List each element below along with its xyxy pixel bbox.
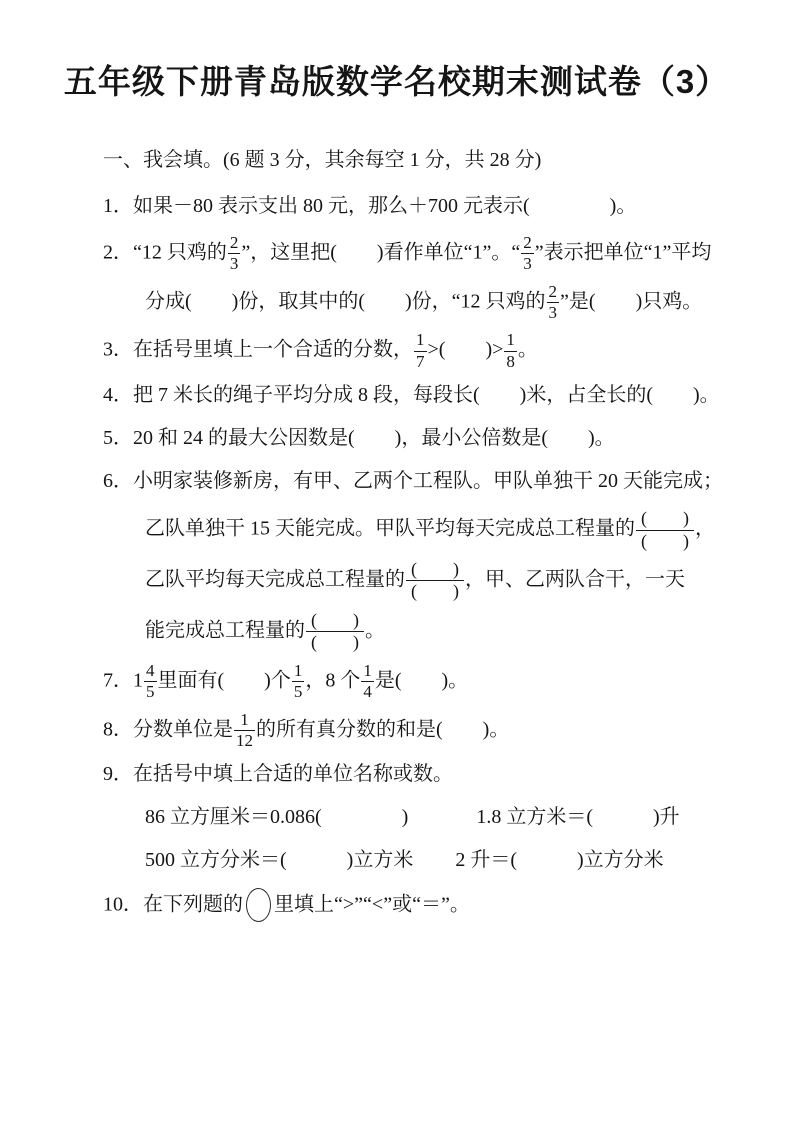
section-heading: 一、我会填。(6 题 3 分，其余每空 1 分，共 28 分) bbox=[103, 149, 542, 171]
question-9-line bbox=[103, 802, 735, 833]
fraction: $\frac{1}{4}$ bbox=[363, 660, 372, 702]
question-text: ”是( )只鸡。 bbox=[560, 290, 703, 313]
fraction: $\frac{1}{8}$ bbox=[506, 330, 515, 371]
question-3-line bbox=[103, 331, 735, 371]
question-text: 。 bbox=[365, 619, 385, 642]
question-text: 分成( )份，取其中的( )份，“12 只鸡的 bbox=[145, 290, 546, 313]
question-text: 6．小明家装修新房，有甲、乙两个工程队。甲队单独干 20 天能完成； bbox=[103, 470, 723, 493]
question-text: 。 bbox=[517, 338, 538, 361]
fraction: $\frac{2}{3}$ bbox=[548, 281, 558, 323]
fraction: $\frac{2}{3}$ bbox=[523, 233, 532, 274]
question-text: 1．如果－80 表示支出 80 元，那么＋700 元表示( )。 bbox=[103, 195, 637, 217]
fraction: $\frac{2}{3}$ bbox=[229, 233, 239, 274]
question-9-line bbox=[103, 845, 735, 876]
question-text: 2．“12 只鸡的 bbox=[103, 241, 227, 264]
question-text: 里填上“>”“<”或“＝”。 bbox=[274, 893, 470, 916]
column-gap bbox=[413, 865, 455, 866]
question-text: 9．在括号中填上合适的单位名称或数。 bbox=[103, 763, 453, 786]
question-text: 乙队单独干 15 天能完成。甲队平均每天完成总工程量的 bbox=[145, 517, 635, 540]
compare-circle-shape bbox=[246, 888, 271, 922]
question-10-line bbox=[103, 888, 735, 924]
question-text: 7．1 bbox=[103, 669, 143, 692]
question-text: ，8 个 bbox=[305, 669, 361, 692]
question-text: 里面有( )个 bbox=[157, 669, 291, 692]
fraction: $\frac{1}{5}$ bbox=[293, 660, 303, 702]
question-text: 3．在括号里填上一个合适的分数， bbox=[103, 338, 413, 361]
question-9-line bbox=[103, 759, 735, 790]
question-6-line bbox=[103, 611, 735, 653]
question-text: 1.8 立方米＝( )升 bbox=[476, 806, 680, 829]
question-4-line bbox=[103, 380, 735, 411]
question-2-line bbox=[103, 283, 735, 323]
question-text: 的所有真分数的和是( )。 bbox=[256, 717, 510, 740]
fraction: $\frac{4}{5}$ bbox=[146, 660, 155, 702]
fraction: $\frac{1}{7}$ bbox=[416, 330, 425, 371]
exam-content bbox=[0, 145, 793, 924]
question-text: 8．分数单位是 bbox=[103, 717, 233, 740]
question-text: ”，这里把( )看作单位“1”。“ bbox=[241, 241, 521, 264]
question-5-line bbox=[103, 423, 735, 454]
question-text: 500 立方分米＝( )立方米 bbox=[145, 849, 414, 872]
column-gap bbox=[408, 822, 476, 823]
question-text: 4．把 7 米长的绳子平均分成 8 段，每段长( )米，占全长的( )。 bbox=[103, 384, 720, 407]
question-6-line bbox=[103, 509, 735, 551]
question-text: ， bbox=[695, 517, 715, 540]
blank-fraction: $\frac{( )}{( )}$ bbox=[636, 509, 694, 551]
question-text: 86 立方厘米＝0.086( ) bbox=[145, 806, 409, 829]
question-2-line bbox=[103, 234, 735, 274]
question-text: 10．在下列题的 bbox=[103, 893, 243, 916]
question-text: ”表示把单位“1”平均 bbox=[534, 241, 712, 264]
question-text: 乙队平均每天完成总工程量的 bbox=[145, 568, 405, 591]
question-8-line bbox=[103, 711, 735, 751]
question-1-line bbox=[103, 191, 735, 222]
fraction: $\frac{1}{12}$ bbox=[236, 709, 253, 750]
question-6-line bbox=[103, 560, 735, 602]
question-text: 2 升＝( )立方分米 bbox=[455, 849, 664, 872]
question-text: ，甲、乙两队合干，一天 bbox=[465, 568, 685, 591]
blank-fraction: $\frac{( )}{( )}$ bbox=[306, 611, 364, 653]
question-text: 能完成总工程量的 bbox=[145, 619, 305, 642]
question-text: 是( )。 bbox=[374, 669, 469, 692]
blank-fraction: $\frac{( )}{( )}$ bbox=[406, 560, 464, 602]
question-text: 5．20 和 24 的最大公因数是( )，最小公倍数是( )。 bbox=[103, 427, 615, 450]
question-7-line bbox=[103, 662, 735, 702]
question-text: >( )> bbox=[427, 338, 504, 361]
question-6-line bbox=[103, 466, 735, 497]
page-title: 五年级下册青岛版数学名校期末测试卷（3） bbox=[63, 63, 730, 100]
questions bbox=[103, 191, 735, 924]
